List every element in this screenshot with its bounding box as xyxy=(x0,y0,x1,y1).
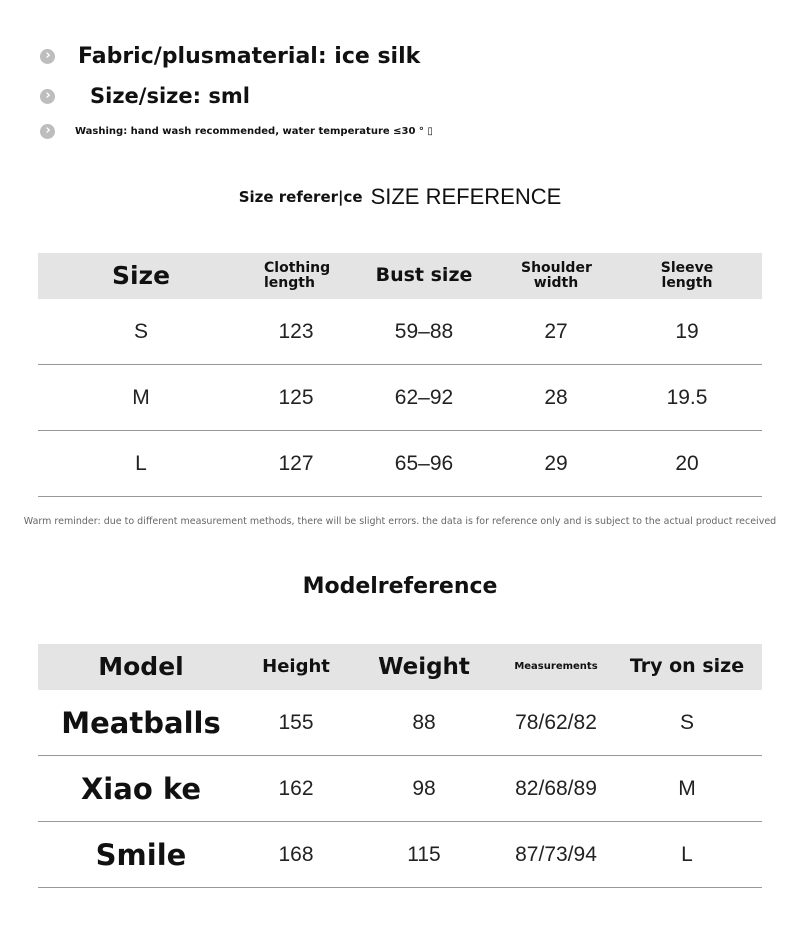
header-model: Model xyxy=(38,644,244,690)
cell-height: 168 xyxy=(244,822,348,888)
table-row xyxy=(38,690,762,756)
size-reference-title-small: Size referer|ce xyxy=(238,188,363,206)
cell-model: Smile xyxy=(38,822,244,888)
header-shoulder-width-text: Shoulder width xyxy=(521,260,592,291)
cell-sleeve-length: 19 xyxy=(612,299,762,365)
cell-model: Xiao ke xyxy=(38,756,244,822)
model-table xyxy=(38,644,762,888)
cell-clothing-length: 127 xyxy=(244,431,348,497)
cell-bust-size: 65–96 xyxy=(348,431,500,497)
cell-bust-size: 59–88 xyxy=(348,299,500,365)
cell-measurements: 82/68/89 xyxy=(500,756,612,822)
cell-sleeve-length: 19.5 xyxy=(612,365,762,431)
cell-shoulder-width: 29 xyxy=(500,431,612,497)
cell-try-on-size: L xyxy=(612,822,762,888)
table-row xyxy=(38,822,762,888)
cell-sleeve-length: 20 xyxy=(612,431,762,497)
cell-height: 162 xyxy=(244,756,348,822)
cell-weight: 88 xyxy=(348,690,500,756)
header-size: Size xyxy=(38,253,244,299)
feature-washing xyxy=(40,124,433,139)
header-clothing-length-text: Clothing length xyxy=(264,260,331,291)
size-reference-title-big: SIZE REFERENCE xyxy=(370,184,562,209)
model-reference-title: Modelreference xyxy=(302,574,498,599)
header-shoulder-width xyxy=(500,253,612,299)
header-clothing-length xyxy=(244,253,348,299)
header-try-on-size: Try on size xyxy=(612,644,762,690)
cell-try-on-size: M xyxy=(612,756,762,822)
cell-bust-size: 62–92 xyxy=(348,365,500,431)
size-table xyxy=(38,253,762,497)
cell-weight: 115 xyxy=(348,822,500,888)
cell-clothing-length: 123 xyxy=(244,299,348,365)
bullet-icon xyxy=(40,124,55,139)
header-weight: Weight xyxy=(348,644,500,690)
cell-size: M xyxy=(38,365,244,431)
feature-fabric xyxy=(40,44,420,69)
feature-text: Size/size: sml xyxy=(90,84,250,108)
table-row xyxy=(38,431,762,497)
cell-model: Meatballs xyxy=(38,690,244,756)
header-bust-size: Bust size xyxy=(348,253,500,299)
cell-measurements: 78/62/82 xyxy=(500,690,612,756)
cell-try-on-size: S xyxy=(612,690,762,756)
warm-reminder: Warm reminder: due to different measurement methods, there will be slight errors. the data is for reference only and is subject to the actual product received xyxy=(23,516,777,527)
table-row xyxy=(38,299,762,365)
feature-size xyxy=(40,84,250,108)
header-sleeve-length-text: Sleeve length xyxy=(660,260,714,291)
bullet-icon xyxy=(40,49,55,64)
feature-text: Washing: hand wash recommended, water temperature ≤30 ° ▯ xyxy=(75,126,433,137)
cell-clothing-length: 125 xyxy=(244,365,348,431)
feature-text: Fabric/plusmaterial: ice silk xyxy=(78,44,421,69)
cell-shoulder-width: 28 xyxy=(500,365,612,431)
header-height: Height xyxy=(244,644,348,690)
header-sleeve-length xyxy=(612,253,762,299)
cell-measurements: 87/73/94 xyxy=(500,822,612,888)
model-table-header xyxy=(38,644,762,690)
table-row xyxy=(38,365,762,431)
size-reference-title xyxy=(0,184,800,210)
table-row xyxy=(38,756,762,822)
cell-weight: 98 xyxy=(348,756,500,822)
bullet-icon xyxy=(40,89,55,104)
cell-height: 155 xyxy=(244,690,348,756)
size-table-header xyxy=(38,253,762,299)
header-measurements: Measurements xyxy=(500,644,612,690)
cell-size: S xyxy=(38,299,244,365)
cell-shoulder-width: 27 xyxy=(500,299,612,365)
cell-size: L xyxy=(38,431,244,497)
